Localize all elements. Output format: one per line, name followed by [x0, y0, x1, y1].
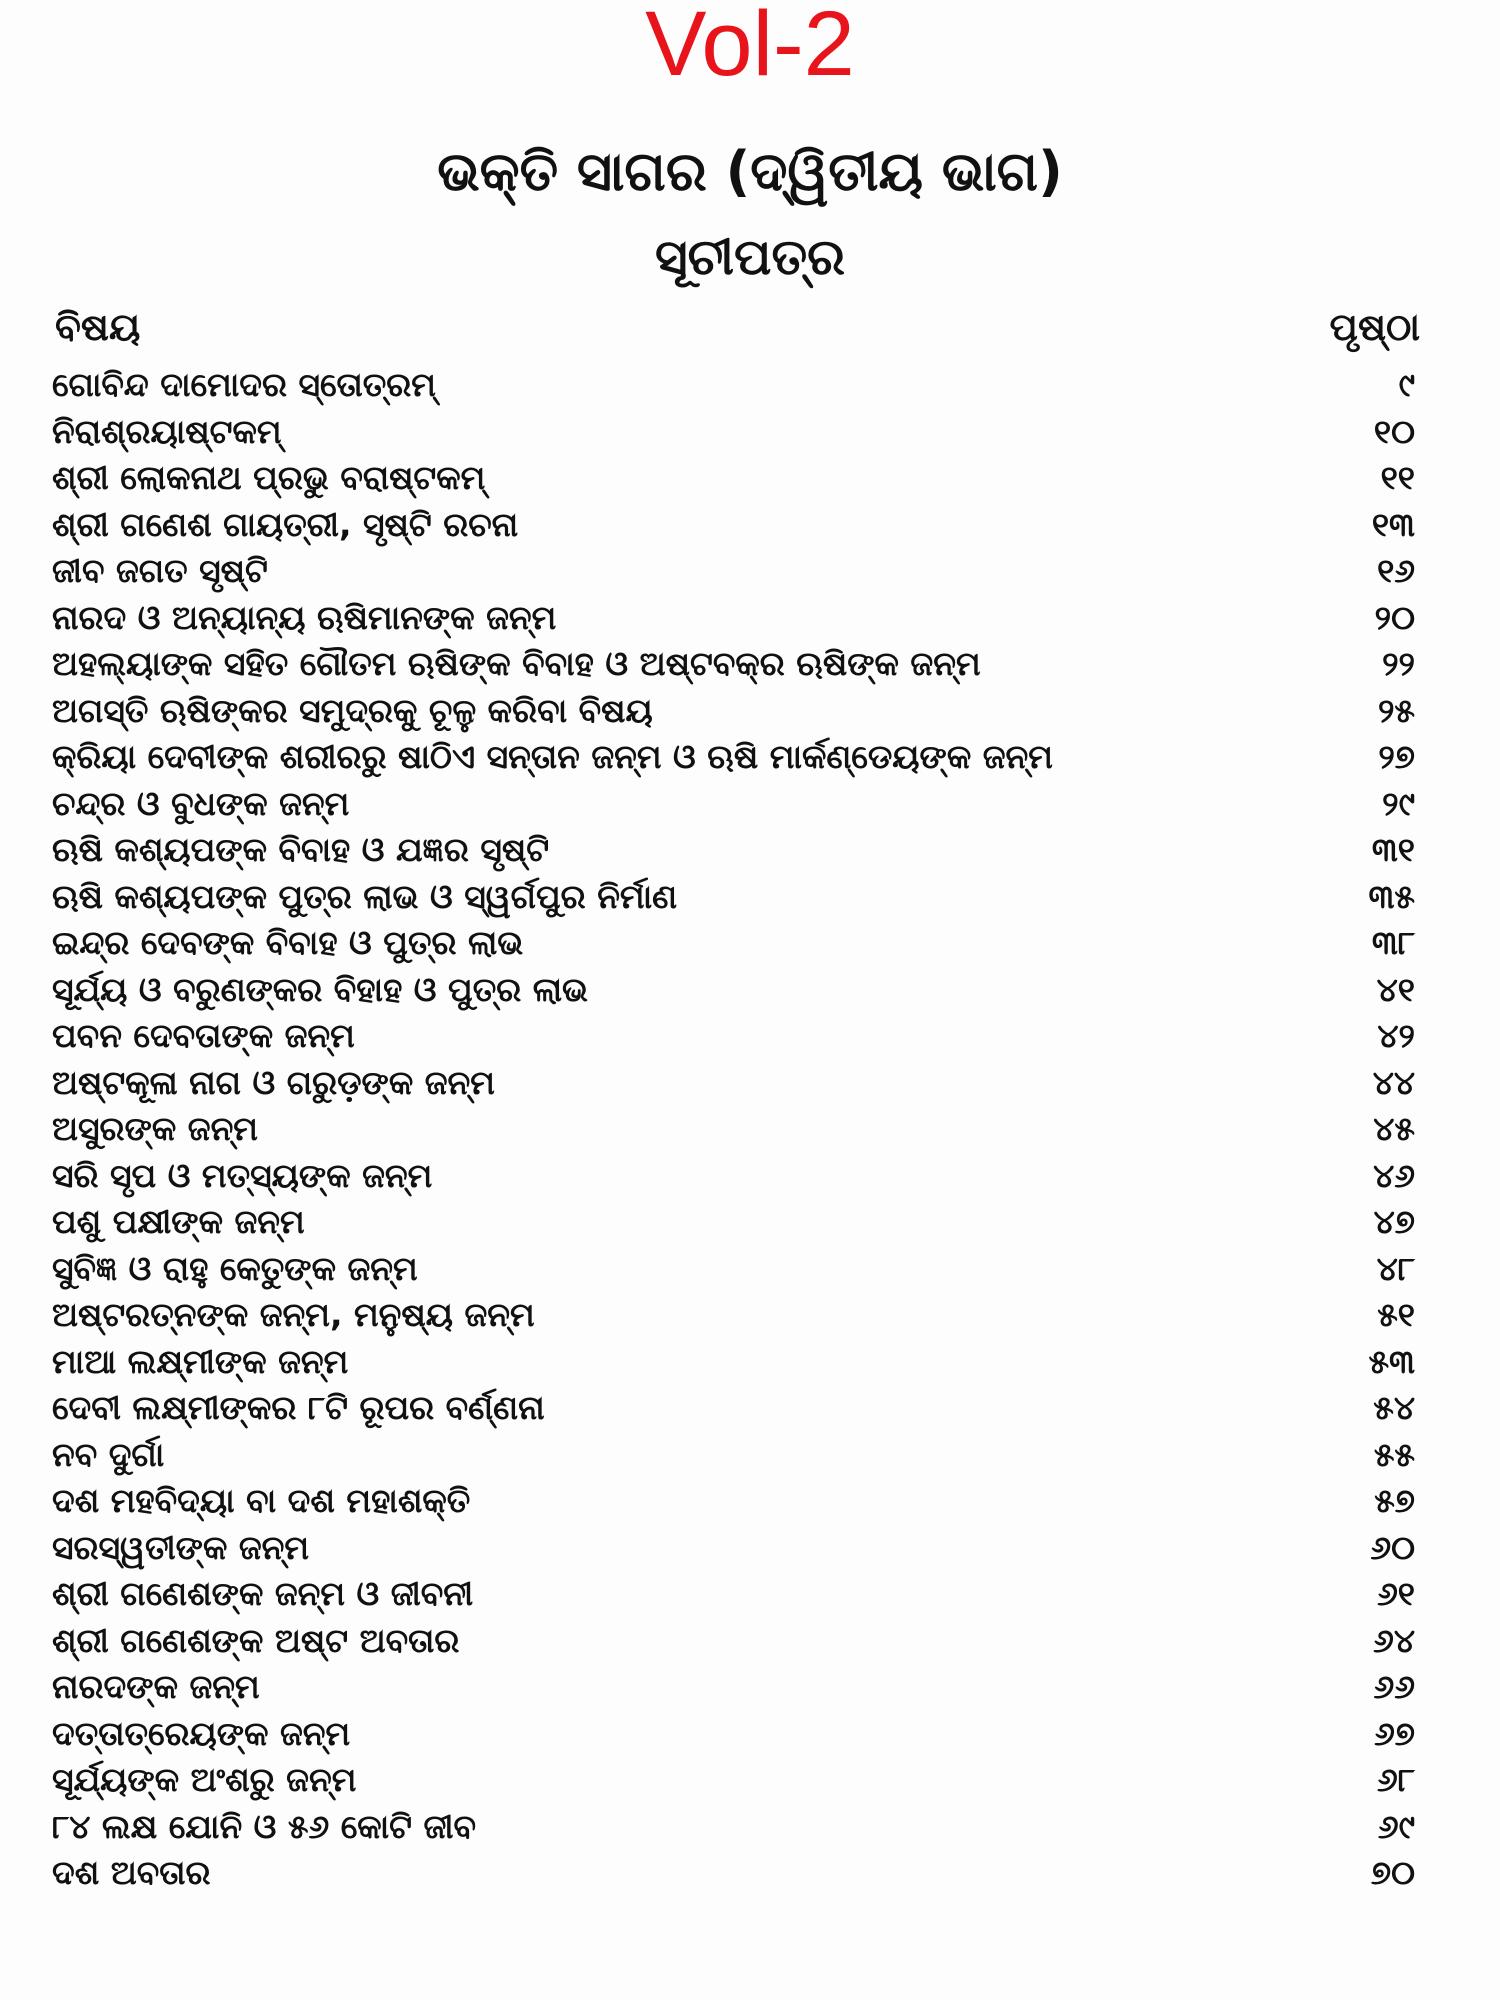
entry-page-number: ୬୪ — [1373, 1620, 1415, 1660]
entry-title: ଶ୍ରୀ ଲୋକନାଥ ପ୍ରଭୁ ବରାଷ୍ଟକମ୍ — [52, 458, 486, 498]
contents-entry — [52, 1757, 1415, 1804]
entry-page-number: ୬୭ — [1374, 1713, 1415, 1753]
contents-entry — [52, 1432, 1415, 1479]
contents-entry — [52, 1618, 1415, 1665]
contents-entry — [52, 1804, 1415, 1851]
entry-page-number: ୧୧ — [1380, 458, 1415, 498]
contents-entry — [52, 1478, 1415, 1525]
entry-title: ଦେବୀ ଲକ୍ଷ୍ମୀଙ୍କର ୮ଟି ରୂପର ବର୍ଣ୍ଣନା — [52, 1388, 545, 1428]
entry-page-number: ୪୮ — [1376, 1248, 1415, 1288]
entry-title: ଅହଲ୍ୟାଙ୍କ ସହିତ ଗୌତମ ଋଷିଙ୍କ ବିବାହ ଓ ଅଷ୍ଟବକ୍ର ଋଷିଙ୍କ ଜନ୍ମ — [52, 644, 981, 684]
contents-entry — [52, 1525, 1415, 1572]
contents-heading: ସୂଚୀପତ୍ର — [655, 228, 845, 286]
entry-title: ସୂର୍ଯ୍ୟଙ୍କ ଅଂଶରୁ ଜନ୍ମ — [52, 1760, 357, 1800]
entry-page-number: ୫୭ — [1374, 1481, 1415, 1521]
entry-page-number: ୫୩ — [1368, 1341, 1415, 1381]
entry-title: ସୂର୍ଯ୍ୟ ଓ ବରୁଣଙ୍କର ବିହାହ ଓ ପୁତ୍ର ଲାଭ — [52, 969, 589, 1009]
entry-title: କ୍ରିୟା ଦେବୀଙ୍କ ଶରୀରରୁ ଷାଠିଏ ସନ୍ତାନ ଜନ୍ମ ଓ ଋଷି ମାର୍କଣ୍ଡେୟଙ୍କ ଜନ୍ମ — [52, 737, 1053, 777]
contents-entry — [52, 1850, 1415, 1897]
entry-title: ନାରଦଙ୍କ ଜନ୍ମ — [52, 1667, 260, 1707]
entry-title: ସରି ସୃପ ଓ ମତ୍ସ୍ୟଙ୍କ ଜନ୍ମ — [52, 1155, 433, 1195]
entry-page-number: ୨୯ — [1382, 783, 1415, 823]
entry-title: ଦଶ ମହବିଦ୍ୟା ବା ଦଶ ମହାଶକ୍ତି — [52, 1481, 471, 1521]
contents-entry — [52, 362, 1415, 409]
contents-entry — [52, 548, 1415, 595]
contents-entry — [52, 595, 1415, 642]
contents-entry — [52, 641, 1415, 688]
contents-entry — [52, 1385, 1415, 1432]
entry-title: ସୁବିଜ୍ଞ ଓ ରାହୁ କେତୁଙ୍କ ଜନ୍ମ — [52, 1248, 418, 1288]
entry-page-number: ୬୮ — [1377, 1760, 1415, 1800]
contents-entry — [52, 874, 1415, 921]
entry-page-number: ୪୫ — [1373, 1109, 1415, 1149]
entry-page-number: ୫୫ — [1373, 1434, 1415, 1474]
entry-page-number: ୨୭ — [1378, 737, 1415, 777]
entry-page-number: ୪୧ — [1376, 969, 1415, 1009]
entry-page-number: ୪୨ — [1377, 1016, 1415, 1056]
contents-entry — [52, 1339, 1415, 1386]
entry-title: ଅଷ୍ଟକୂଳା ନାଗ ଓ ଗରୁଡ଼ଙ୍କ ଜନ୍ମ — [52, 1062, 495, 1102]
entry-page-number: ୫୧ — [1377, 1295, 1415, 1335]
entry-page-number: ୬୧ — [1377, 1574, 1415, 1614]
entry-title: ଦଶ ଅବତାର — [52, 1853, 211, 1893]
contents-entry — [52, 455, 1415, 502]
entry-page-number: ୫୪ — [1373, 1388, 1415, 1428]
entry-page-number: ୨୨ — [1382, 644, 1415, 684]
entry-title: ଦତ୍ତାତ୍ରେୟଙ୍କ ଜନ୍ମ — [52, 1713, 351, 1753]
contents-entry — [52, 1711, 1415, 1758]
entry-title: ଜୀବ ଜଗତ ସୃଷ୍ଟି — [52, 551, 268, 591]
entry-page-number: ୪୬ — [1373, 1155, 1415, 1195]
entry-page-number: ୨୫ — [1377, 690, 1415, 730]
entry-title: ଋଷି କଶ୍ୟପଙ୍କ ବିବାହ ଓ ଯଜ୍ଞର ସୃଷ୍ଟି — [52, 830, 550, 870]
contents-entry — [52, 827, 1415, 874]
contents-entry — [52, 1153, 1415, 1200]
entry-title: ଶ୍ରୀ ଗଣେଶ ଗାୟତ୍ରୀ, ସୃଷ୍ଟି ରଚନା — [52, 504, 519, 544]
contents-entry — [52, 1292, 1415, 1339]
entry-title: ଅସୁରଙ୍କ ଜନ୍ମ — [52, 1109, 258, 1149]
entry-title: ଶ୍ରୀ ଗଣେଶଙ୍କ ଜନ୍ମ ଓ ଜୀବନୀ — [52, 1574, 474, 1614]
entry-title: ପବନ ଦେବତାଙ୍କ ଜନ୍ମ — [52, 1016, 355, 1056]
entry-title: ଅଗସ୍ତି ଋଷିଙ୍କର ସମୁଦ୍ରକୁ ଚୂଳୁ କରିବା ବିଷୟ — [52, 690, 653, 730]
entry-title: ନବ ଦୁର୍ଗା — [52, 1434, 165, 1474]
entry-page-number: ୧୦ — [1373, 411, 1415, 451]
volume-label: Vol-2 — [645, 0, 855, 95]
entry-title: ମାଆ ଲକ୍ଷ୍ମୀଙ୍କ ଜନ୍ମ — [52, 1341, 349, 1381]
entry-page-number: ୩୫ — [1368, 876, 1415, 916]
column-headers — [55, 305, 1420, 350]
contents-entry — [52, 920, 1415, 967]
entry-title: ଶ୍ରୀ ଗଣେଶଙ୍କ ଅଷ୍ଟ ଅବତାର — [52, 1620, 460, 1660]
contents-entry — [52, 1106, 1415, 1153]
contents-entry — [52, 409, 1415, 456]
entry-page-number: ୬୯ — [1377, 1806, 1415, 1846]
entry-page-number: ୬୬ — [1373, 1667, 1415, 1707]
entry-title: ନାରଦ ଓ ଅନ୍ୟାନ୍ୟ ଋଷିମାନଙ୍କ ଜନ୍ମ — [52, 597, 557, 637]
contents-entry — [52, 1060, 1415, 1107]
entry-page-number: ୪୭ — [1373, 1202, 1415, 1242]
contents-entry — [52, 1199, 1415, 1246]
entry-title: ୮୪ ଲକ୍ଷ ଯୋନି ଓ ୫୬ କୋଟି ଜୀବ — [52, 1806, 477, 1846]
subject-column-header: ବିଷୟ — [55, 305, 141, 349]
contents-entry — [52, 967, 1415, 1014]
contents-entry — [52, 781, 1415, 828]
entry-title: ଋଷି କଶ୍ୟପଙ୍କ ପୁତ୍ର ଲାଭ ଓ ସ୍ୱର୍ଗପୁର ନିର୍ମାଣ — [52, 876, 678, 916]
contents-entry — [52, 1013, 1415, 1060]
entry-title: ଅଷ୍ଟରତ୍ନଙ୍କ ଜନ୍ମ, ମନୁଷ୍ୟ ଜନ୍ମ — [52, 1295, 535, 1335]
entry-page-number: ୯ — [1398, 365, 1415, 405]
contents-entry — [52, 1571, 1415, 1618]
entry-page-number: ୧୩ — [1371, 504, 1415, 544]
entry-page-number: ୩୧ — [1371, 830, 1415, 870]
contents-entry — [52, 1246, 1415, 1293]
entry-title: ଇନ୍ଦ୍ର ଦେବଙ୍କ ବିବାହ ଓ ପୁତ୍ର ଲାଭ — [52, 923, 524, 963]
entry-title: ସରସ୍ୱତୀଙ୍କ ଜନ୍ମ — [52, 1527, 310, 1567]
contents-entry — [52, 688, 1415, 735]
contents-entry — [52, 1664, 1415, 1711]
entry-page-number: ୩୮ — [1371, 923, 1415, 963]
entry-page-number: ୭୦ — [1370, 1853, 1415, 1893]
entry-page-number: ୪୪ — [1372, 1062, 1415, 1102]
entry-page-number: ୨୦ — [1374, 597, 1415, 637]
entry-title: ନିରାଶ୍ରୟାଷ୍ଟକମ୍ — [52, 411, 282, 451]
entry-title: ଚନ୍ଦ୍ର ଓ ବୁଧଙ୍କ ଜନ୍ମ — [52, 783, 350, 823]
book-title: ଭକ୍ତି ସାଗର (ଦ୍ୱିତୀୟ ଭାଗ) — [437, 140, 1063, 203]
entry-page-number: ୬୦ — [1370, 1527, 1415, 1567]
contents-entry — [52, 502, 1415, 549]
page-column-header: ପୃଷ୍ଠା — [1329, 305, 1420, 349]
entry-title: ଗୋବିନ୍ଦ ଦାମୋଦର ସ୍ତୋତ୍ରମ୍ — [52, 365, 436, 405]
contents-list — [52, 362, 1415, 1897]
contents-entry — [52, 734, 1415, 781]
entry-title: ପଶୁ ପକ୍ଷୀଙ୍କ ଜନ୍ମ — [52, 1202, 305, 1242]
entry-page-number: ୧୬ — [1377, 551, 1415, 591]
